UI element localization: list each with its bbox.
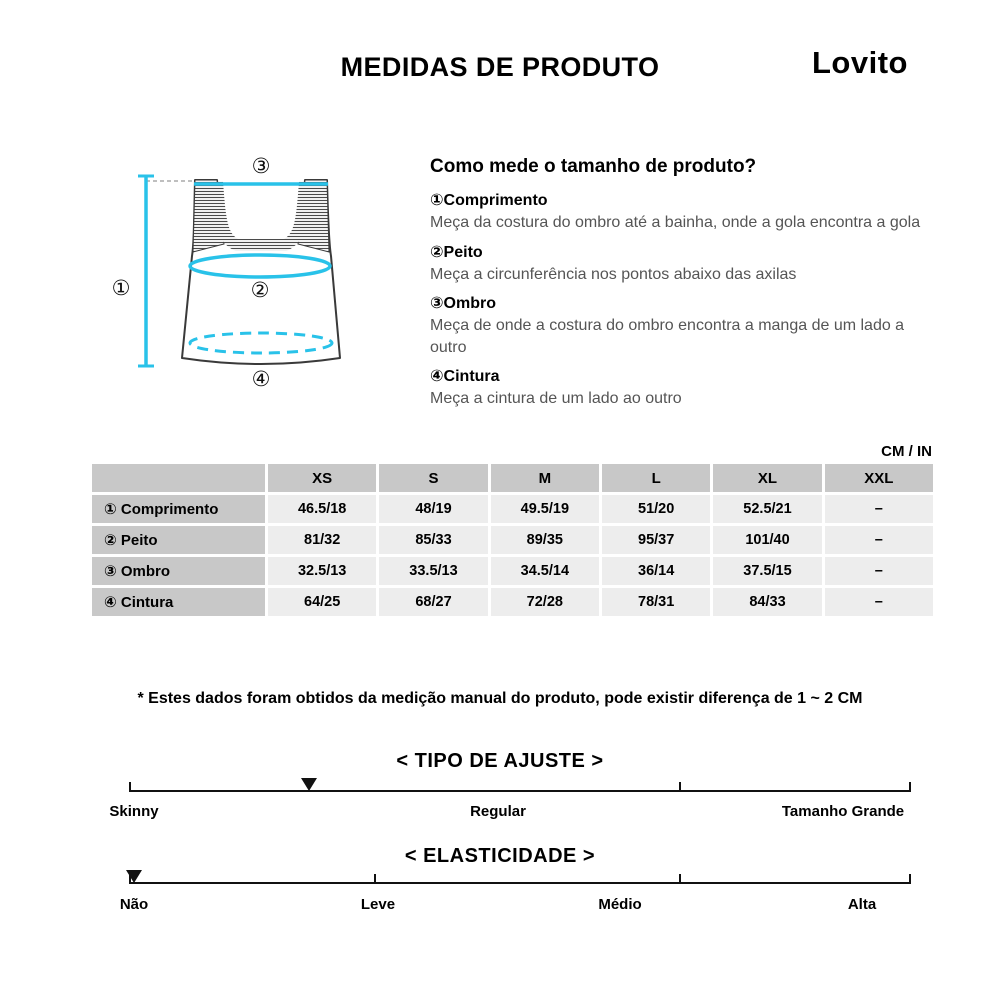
elasticity-slider-title: < ELASTICIDADE > [404,845,596,867]
table-cell: 36/14 [602,557,710,585]
elasticity-label-leve: Leve [360,896,396,913]
fit-slider-title: < TIPO DE AJUSTE > [396,750,604,772]
measure-instructions [430,156,936,410]
instruction-desc-comprimento: Meça da costura do ombro até a bainha, onde a gola encontra a gola [430,214,921,231]
table-cell: – [825,588,933,616]
table-cell: 32.5/13 [268,557,376,585]
table-cell: 64/25 [268,588,376,616]
table-cell: 49.5/19 [491,495,599,523]
table-cell: 81/32 [268,526,376,554]
table-cell: 52.5/21 [713,495,821,523]
page-title: MEDIDAS DE PRODUTO [340,52,660,82]
instruction-label-cintura: ④Cintura [430,368,500,386]
tank-top-diagram [88,148,443,433]
table-cell: 46.5/18 [268,495,376,523]
table-cell: 33.5/13 [379,557,487,585]
instruction-desc-peito: Meça a circunferência nos pontos abaixo das axilas [430,265,797,283]
diagram-marker-3: ③ [251,154,271,178]
table-cell: – [825,495,933,523]
fit-tick-mid [679,782,681,792]
table-header-xs: XS [268,464,376,492]
diagram-marker-1: ① [111,276,131,300]
brand-logo: Lovito [812,45,908,80]
measurement-footnote: * Estes dados foram obtidos da medição manual do produto, pode existir diferença de 1 ~ 2 CM [137,690,863,707]
elasticity-tick-end [909,874,911,884]
instruction-label-peito: ②Peito [430,243,483,261]
neckband-trim [217,182,305,245]
table-header-xxl: XXL [825,464,933,492]
table-cell: 95/37 [602,526,710,554]
fit-tick-start [129,782,131,792]
diagram-marker-4: ④ [251,367,271,391]
fit-label-skinny: Skinny [109,803,159,820]
row-label-cintura: ④ Cintura [92,588,265,616]
fit-slider-track [130,778,910,792]
instruction-desc-ombro: Meça de onde a costura do ombro encontra a manga de um lado a outro [430,317,905,356]
elasticity-label-nao: Não [119,896,149,913]
row-label-comprimento: ① Comprimento [92,495,265,523]
table-header-s: S [379,464,487,492]
table-cell: – [825,526,933,554]
table-cell: 51/20 [602,495,710,523]
table-cell: 34.5/14 [491,557,599,585]
elasticity-track-line [130,882,910,884]
table-cell: 101/40 [713,526,821,554]
fit-label-regular: Regular [470,803,526,820]
table-header-l: L [602,464,710,492]
fit-marker-triangle [301,778,317,791]
instruction-label-comprimento: ①Comprimento [430,192,548,209]
fit-label-tamanho-grande: Tamanho Grande [781,803,905,820]
row-label-peito: ② Peito [92,526,265,554]
table-cell: 48/19 [379,495,487,523]
instructions-title: Como mede o tamanho de produto? [430,156,757,177]
elasticity-label-medio: Médio [598,896,642,913]
diagram-marker-2: ② [250,278,270,302]
table-cell: 37.5/15 [713,557,821,585]
elasticity-label-alta: Alta [847,896,877,913]
size-table [92,464,933,616]
elasticity-slider-track [130,870,910,884]
instruction-label-ombro: ③Ombro [430,295,496,313]
table-header-m: M [491,464,599,492]
table-header-xl: XL [713,464,821,492]
fit-track-line [130,790,910,792]
elasticity-marker-triangle [126,870,142,883]
elasticity-tick-leve [374,874,376,884]
table-cell: 68/27 [379,588,487,616]
table-cell: – [825,557,933,585]
table-cell: 78/31 [602,588,710,616]
table-cell: 85/33 [379,526,487,554]
table-cell: 72/28 [491,588,599,616]
fit-tick-end [909,782,911,792]
elasticity-tick-medio [679,874,681,884]
table-cell: 84/33 [713,588,821,616]
table-corner-cell [92,464,265,492]
unit-label: CM / IN [881,443,932,460]
instruction-desc-cintura: Meça a cintura de um lado ao outro [430,390,682,408]
row-label-ombro: ③ Ombro [92,557,265,585]
table-cell: 89/35 [491,526,599,554]
